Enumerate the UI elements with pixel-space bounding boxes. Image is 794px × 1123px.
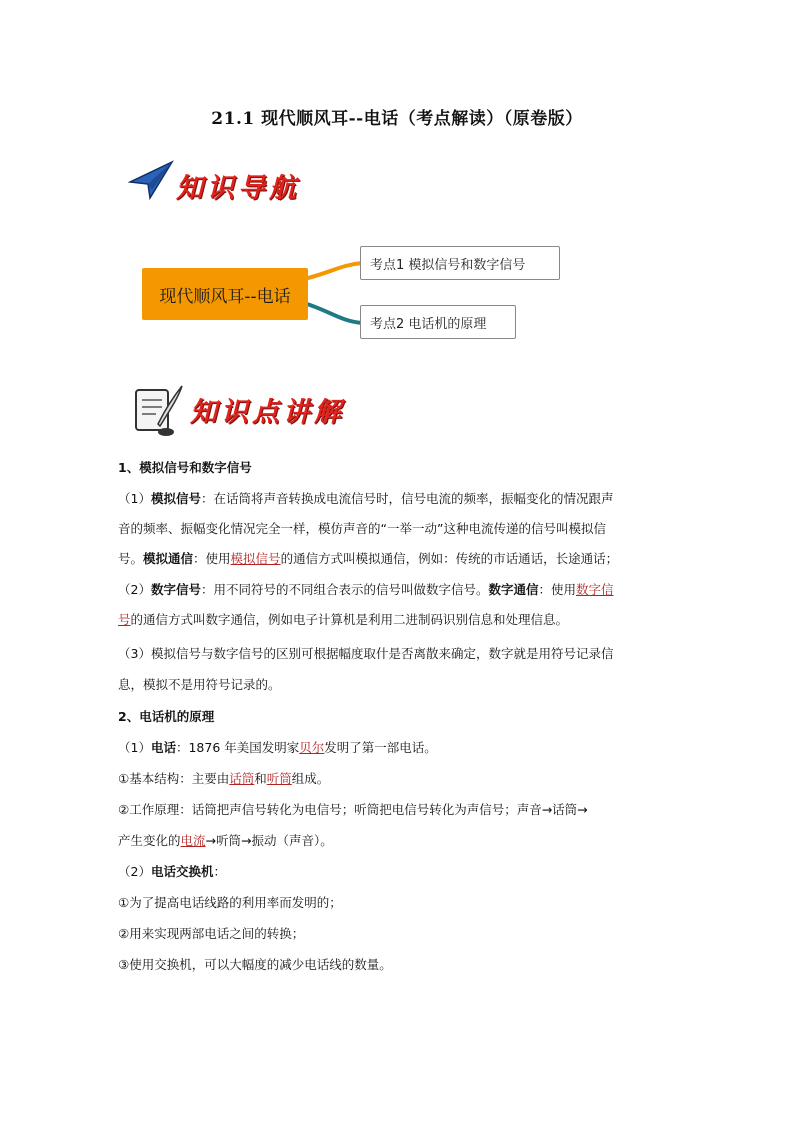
s1-p2-c: ：使用 [538,582,577,597]
link-digital-signal-a[interactable]: 数字信 [576,582,614,597]
s1-p1-line1 [118,490,613,507]
s2-structure-a: ①基本结构：主要由 [118,771,230,786]
s1-p1-text: ：在话筒将声音转换成电流信号时，信号电流的频率，振幅变化的情况跟声 [200,491,614,506]
s1-p2-line1 [118,581,614,598]
s2-principle-l2b: →听筒→振动（声音）。 [205,833,333,848]
s1-p2-term2: 数字通信 [488,582,539,597]
s2-p1-term: 电话 [150,740,176,755]
s1-p2-label: （2） [118,582,151,597]
s2-p1-line [118,739,437,756]
section2-heading: 2、电话机的原理 [118,709,215,724]
s2-principle-line2 [118,832,333,849]
s2-structure-c: 组成。 [291,771,330,786]
s2-principle-l2a: 产生变化的 [118,833,181,848]
paper-plane-icon [128,160,174,200]
s1-p2-line2 [118,611,568,628]
s2-principle-line1: ②工作原理：话筒把声信号转化为电信号；听筒把电信号转化为声信号；声音→话筒→ [118,802,588,817]
s2-structure-b: 和 [254,771,267,786]
explain-banner-title: 知识点讲解 [190,397,345,428]
scroll-quill-icon [126,380,186,440]
s2-p1-a: ：1876 年美国发明家 [175,740,300,755]
s2-p2-label: （2） [118,864,151,879]
connector-kp2 [304,303,362,323]
s1-p2-l2-text: 的通信方式叫数字通信，例如电子计算机是利用二进制码识别信息和处理信息。 [130,612,569,627]
link-microphone[interactable]: 话筒 [229,771,255,786]
s2-p2-line [118,863,226,880]
link-analog-signal[interactable]: 模拟信号 [230,551,281,566]
s1-p1-l3a: 号。 [118,551,144,566]
s2-structure-line [118,770,329,787]
s1-p1-line2: 音的频率、振幅变化情况完全一样，模仿声音的“一举一动”这种电流传递的信号叫模拟信 [118,521,606,536]
s1-p2-b: ：用不同符号的不同组合表示的信号叫做数字信号。 [200,582,489,597]
s1-p1-l3-term: 模拟通信 [143,551,194,566]
page-title: 21.1 现代顺风耳--电话（考点解读）（原卷版） [211,109,583,129]
s1-p1-term: 模拟信号 [150,491,201,506]
link-digital-signal-b[interactable]: 号 [118,612,131,627]
s2-item-2: ②用来实现两部电话之间的转换； [118,926,305,941]
nav-banner-title: 知识导航 [176,173,300,204]
link-bell[interactable]: 贝尔 [299,740,325,755]
s1-p1-label: （1） [118,491,151,506]
s1-p1-line3 [118,550,618,567]
section1-heading: 1、模拟信号和数字信号 [118,460,252,475]
s1-p2-term: 数字信号 [150,582,201,597]
mindmap-kp1: 考点1 模拟信号和数字信号 [360,246,560,280]
mindmap-center-topic: 现代顺风耳--电话 [142,268,308,320]
s1-p1-l3c: 的通信方式叫模拟通信，例如：传统的市话通话，长途通话； [280,551,619,566]
connector-kp1 [304,263,362,279]
s2-p2-colon: ： [213,864,226,879]
mindmap-kp2: 考点2 电话机的原理 [360,305,516,339]
link-current[interactable]: 电流 [180,833,206,848]
link-receiver[interactable]: 听筒 [266,771,292,786]
s1-p3-line2: 息，模拟不是用符号记录的。 [118,677,281,692]
s2-item-1: ①为了提高电话线路的利用率而发明的； [118,895,342,910]
s2-item-3: ③使用交换机，可以大幅度的减少电话线的数量。 [118,957,392,972]
s2-p1-label: （1） [118,740,151,755]
s1-p1-l3b: ：使用 [193,551,231,566]
s1-p3-line1: （3）模拟信号与数字信号的区别可根据幅度取什是否离散来确定，数字就是用符号记录信 [118,646,614,661]
s2-p1-b: 发明了第一部电话。 [324,740,437,755]
s2-p2-term: 电话交换机 [150,864,214,879]
